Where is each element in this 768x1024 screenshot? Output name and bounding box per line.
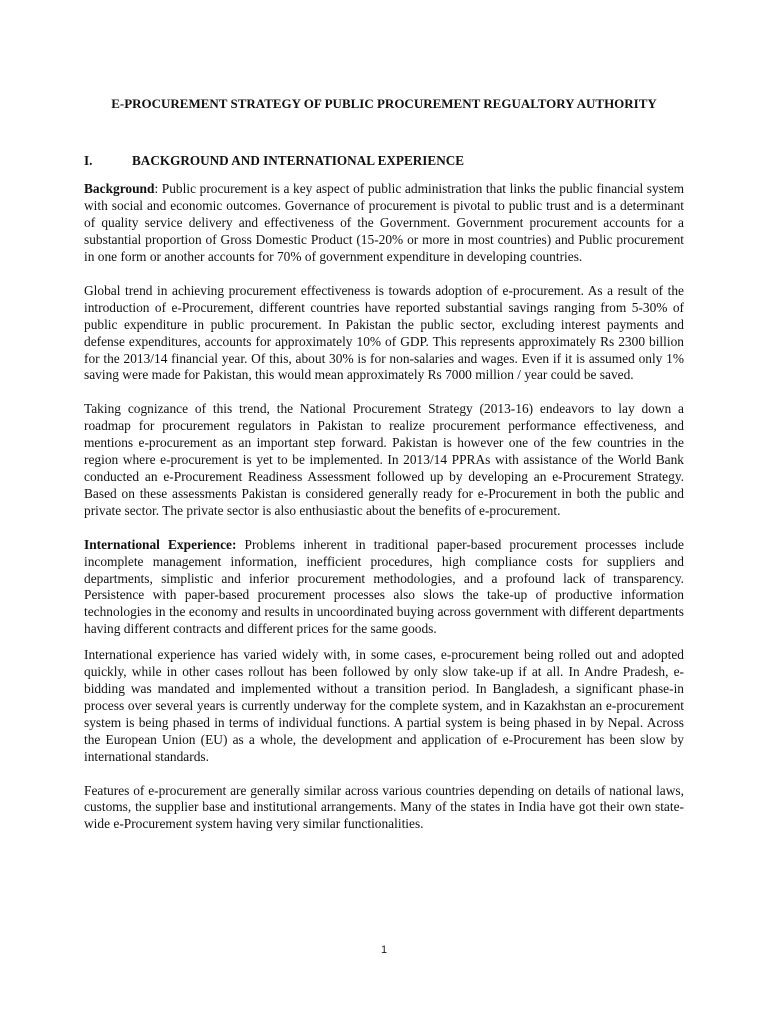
page-number: 1 xyxy=(380,944,388,956)
paragraph-international-varied: International experience has varied widely with, in some cases, e-procurement being rolled out and adopted quickly, while in other cases rollout has been followed by only slow take-up if at all. In Andre Pradesh, e-bidding was mandated and implemented without a transition period. In Bangladesh, a significant phase-in process over several years is currently underway for the complete system, and in Kazakhstan an e-procurement system is being phased in terms of individual functions. A partial system is being phased in by Nepal. Across the European Union (EU) as a whole, the development and application of e-Procurement has been slow by international standards. xyxy=(84,647,684,764)
section-heading xyxy=(84,153,684,170)
background-body: : Public procurement is a key aspect of public administration that links the public financial system with social and economic outcomes. Governance of procurement is pivotal to public trust and is a determinant of quality service delivery and effectiveness of the Government. Government procurement accounts for a substantial proportion of Gross Domestic Product (15-20% or more in most countries) and Public procurement in one form or another accounts for 70% of government expenditure in developing countries. xyxy=(84,181,684,265)
paragraph-features: Features of e-procurement are generally similar across various countries depending on details of national laws, customs, the supplier base and institutional arrangements. Many of the states in India have got their own state-wide e-Procurement system having very similar functionalities. xyxy=(84,782,684,832)
section-title: BACKGROUND AND INTERNATIONAL EXPERIENCE xyxy=(132,152,465,168)
background-lead: Background xyxy=(84,181,155,197)
international-lead: International Experience: xyxy=(84,536,237,552)
paragraph-international-experience xyxy=(84,537,684,638)
section-number: I. xyxy=(84,152,93,168)
document-title: E-PROCUREMENT STRATEGY OF PUBLIC PROCUREMENT REGUALTORY AUTHORITY xyxy=(111,96,657,111)
page-content xyxy=(84,96,684,833)
paragraph-cognizance: Taking cognizance of this trend, the National Procurement Strategy (2013-16) endeavors to lay down a roadmap for procurement regulators in Pakistan to realize procurement performance effectiveness, and mentions e-procurement as an important step forward. Pakistan is however one of the few countries in the region where e-procurement is yet to be implemented. In 2013/14 PPRAs with assistance of the World Bank conducted an e-Procurement Readiness Assessment followed up by developing an e-Procurement Strategy. Based on these assessments Pakistan is considered generally ready for e-Procurement in both the public and private sector. The private sector is also enthusiastic about the benefits of e-procurement. xyxy=(84,401,684,518)
paragraph-global-trend: Global trend in achieving procurement effectiveness is towards adoption of e-procurement. As a result of the introduction of e-Procurement, different countries have reported substantial savings ranging from 5-30% of public expenditure in public procurement. In Pakistan the public sector, excluding interest payments and defense expenditures, accounts for approximately 10% of GDP. This represents approximately Rs 2300 billion for the 2013/14 financial year. Of this, about 30% is for non-salaries and wages. Even if it is assumed only 1% saving were made for Pakistan, this would mean approximately Rs 7000 million / year could be saved. xyxy=(84,282,684,383)
paragraph-background xyxy=(84,181,684,266)
international-body: Problems inherent in traditional paper-based procurement processes include incomplete management information, inefficient procedures, high compliance costs for suppliers and departments, simplistic and inferior procurement methodologies, and a profound lack of transparency. Persistence with paper-based procurement processes also slows the take-up of productive information technologies in the economy and results in uncoordinated buying across government with different departments having different contracts and different prices for the same goods. xyxy=(84,536,685,637)
